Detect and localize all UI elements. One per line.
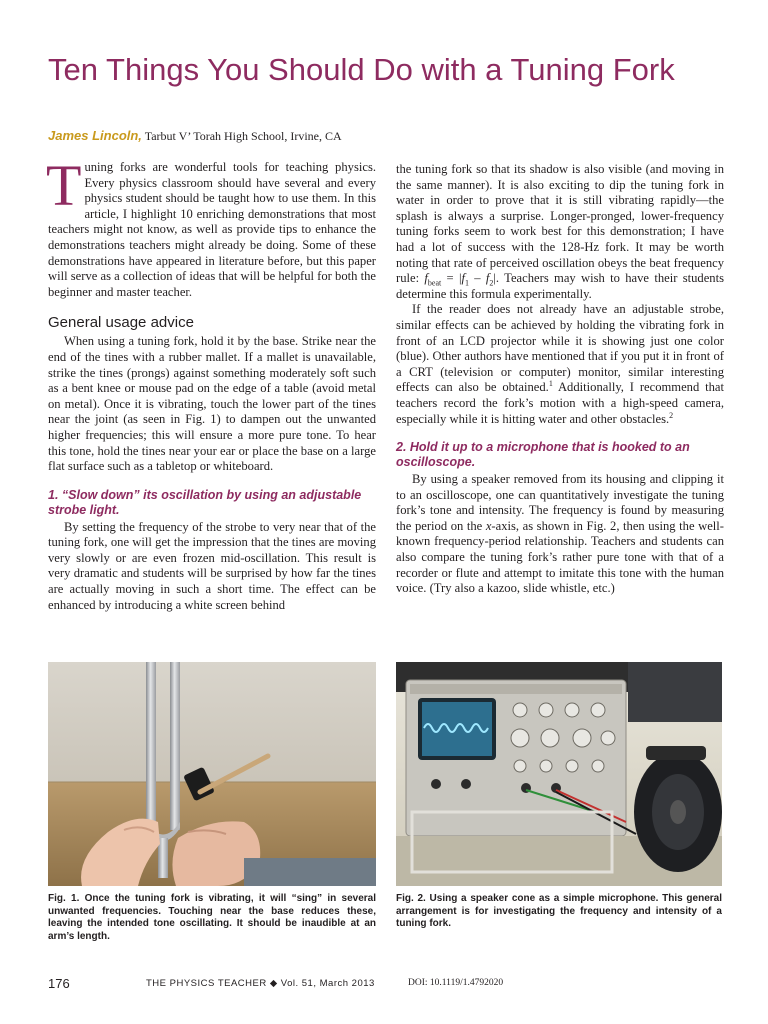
figure-1-caption: Fig. 1. Once the tuning fork is vibrating, it will “sing” in several unwanted frequencies. Touching near the base reduces these, leaving the intended tone oscillating. It should be inaudible at an arm’s length. bbox=[48, 893, 376, 942]
reference-2: 2 bbox=[669, 410, 674, 420]
section-1-heading: 1. “Slow down” its oscillation by using an adjustable strobe light. bbox=[48, 487, 362, 517]
section-2-heading: 2. Hold it up to a microphone that is hooked to an oscilloscope. bbox=[396, 440, 690, 470]
author-name: James Lincoln, bbox=[48, 128, 142, 143]
section-1-paragraph: By setting the frequency of the strobe to very near that of the tuning fork, one will get the impression that the tines are moving very slowly or are even frozen mid-oscillation. This result is very dramatic and students will be surprised by how far the tines are actually moving in such a short time. The effect can be enhanced by introducing a white screen behind bbox=[48, 519, 376, 612]
strobe-continued-paragraph: the tuning fork so that its shadow is also visible (and moving in the same manner). It is also exciting to dip the tuning fork in water in order to prove that it is still vibrating rapidly—the splash is always a surprise. Longer-pronged, lower-frequency tuning forks seem to work best for this demonstration; I have had a lot of success with the 128-Hz fork. It may be worth noting that rate of perceived oscillation obeys the beat frequency rule: $f_{beat} = |f_1 - f_2|$. Teachers may wish to have their students determine this formula experimentally. bbox=[396, 162, 724, 301]
page-number: 176 bbox=[48, 976, 70, 991]
figure-2-photo bbox=[396, 662, 722, 886]
doi-reference: DOI: 10.1119/1.4792020 bbox=[408, 978, 504, 988]
intro-paragraph: Tuning forks are wonderful tools for teaching physics. Every physics classroom should have several and every physics student should be taught how to use them. In this article, I highlight 10 enriching demonstrations that most teachers might not know, as well as provide tips to enhance the demonstrations teachers might already be doing. Some of these demonstrations have appeared in literature before, but this paper will serve as a collection of ideas that will be helpful for both the beginner and master teacher. bbox=[46, 153, 376, 299]
author-affiliation: Tarbut V’ Torah High School, Irvine, CA bbox=[144, 129, 342, 143]
journal-citation: THE PHYSICS TEACHER ◆ Vol. 51, March 2013 bbox=[146, 978, 375, 989]
section-2-paragraph: By using a speaker removed from its housing and clipping it to an oscilloscope, one can quantitatively investigate the tuning fork’s tone and intensity. The frequency is found by measuring the period on the x-axis, as shown in Fig. 2, then using the well-known frequency-period relationship. Teachers and students can also compare the tuning fork’s rather pure tone with that of a recorder or flute and attempt to imitate this tone with the human voice. (Try also a kazoo, slide whistle, etc.) bbox=[396, 472, 724, 596]
author-line bbox=[48, 128, 342, 144]
general-usage-heading: General usage advice bbox=[48, 314, 194, 332]
drop-cap: T bbox=[46, 153, 82, 218]
page-footer bbox=[48, 976, 728, 992]
right-column bbox=[396, 162, 724, 597]
article-title: Ten Things You Should Do with a Tuning Fork bbox=[48, 52, 675, 87]
left-column bbox=[46, 153, 376, 613]
oscilloscope-photo bbox=[396, 662, 722, 886]
projector-paragraph: If the reader does not already have an adjustable strobe, similar effects can be achieved by holding the vibrating fork in front of an LCD projector while it is showing just one color (blue). Other authors have mentioned that if you put it in front of a CRT (television or computer) monitor, similar interesting effects can also be obtained.$^1$ Additionally, I recommend that teachers record the fork’s motion with a high-speed camera, especially while it is hitting water and other obstacles.$^2$ bbox=[396, 302, 724, 426]
tuning-fork-photo bbox=[48, 662, 376, 886]
figure-2-caption: Fig. 2. Using a speaker cone as a simple microphone. This general arrangement is for investigating the frequency and intensity of a tuning fork. bbox=[396, 893, 722, 929]
figure-1-photo bbox=[48, 662, 376, 886]
general-usage-paragraph: When using a tuning fork, hold it by the base. Strike near the end of the tines with a rubber mallet. If a mallet is unavailable, strike the tines (prongs) against something moderately soft such as a bent knee or mouse pad on the edge of a table (avoid metal on metal). Once it is vibrating, touch the lower part of the tines near the joint (as seen in Fig. 1) to dampen out the unwanted higher frequencies; this will ensure a more pure tone. To hear this tone, hold the tines near your ear or place the base on a large flat surface such as a tabletop or whiteboard. bbox=[48, 334, 376, 474]
reference-1: 1 bbox=[548, 379, 553, 389]
